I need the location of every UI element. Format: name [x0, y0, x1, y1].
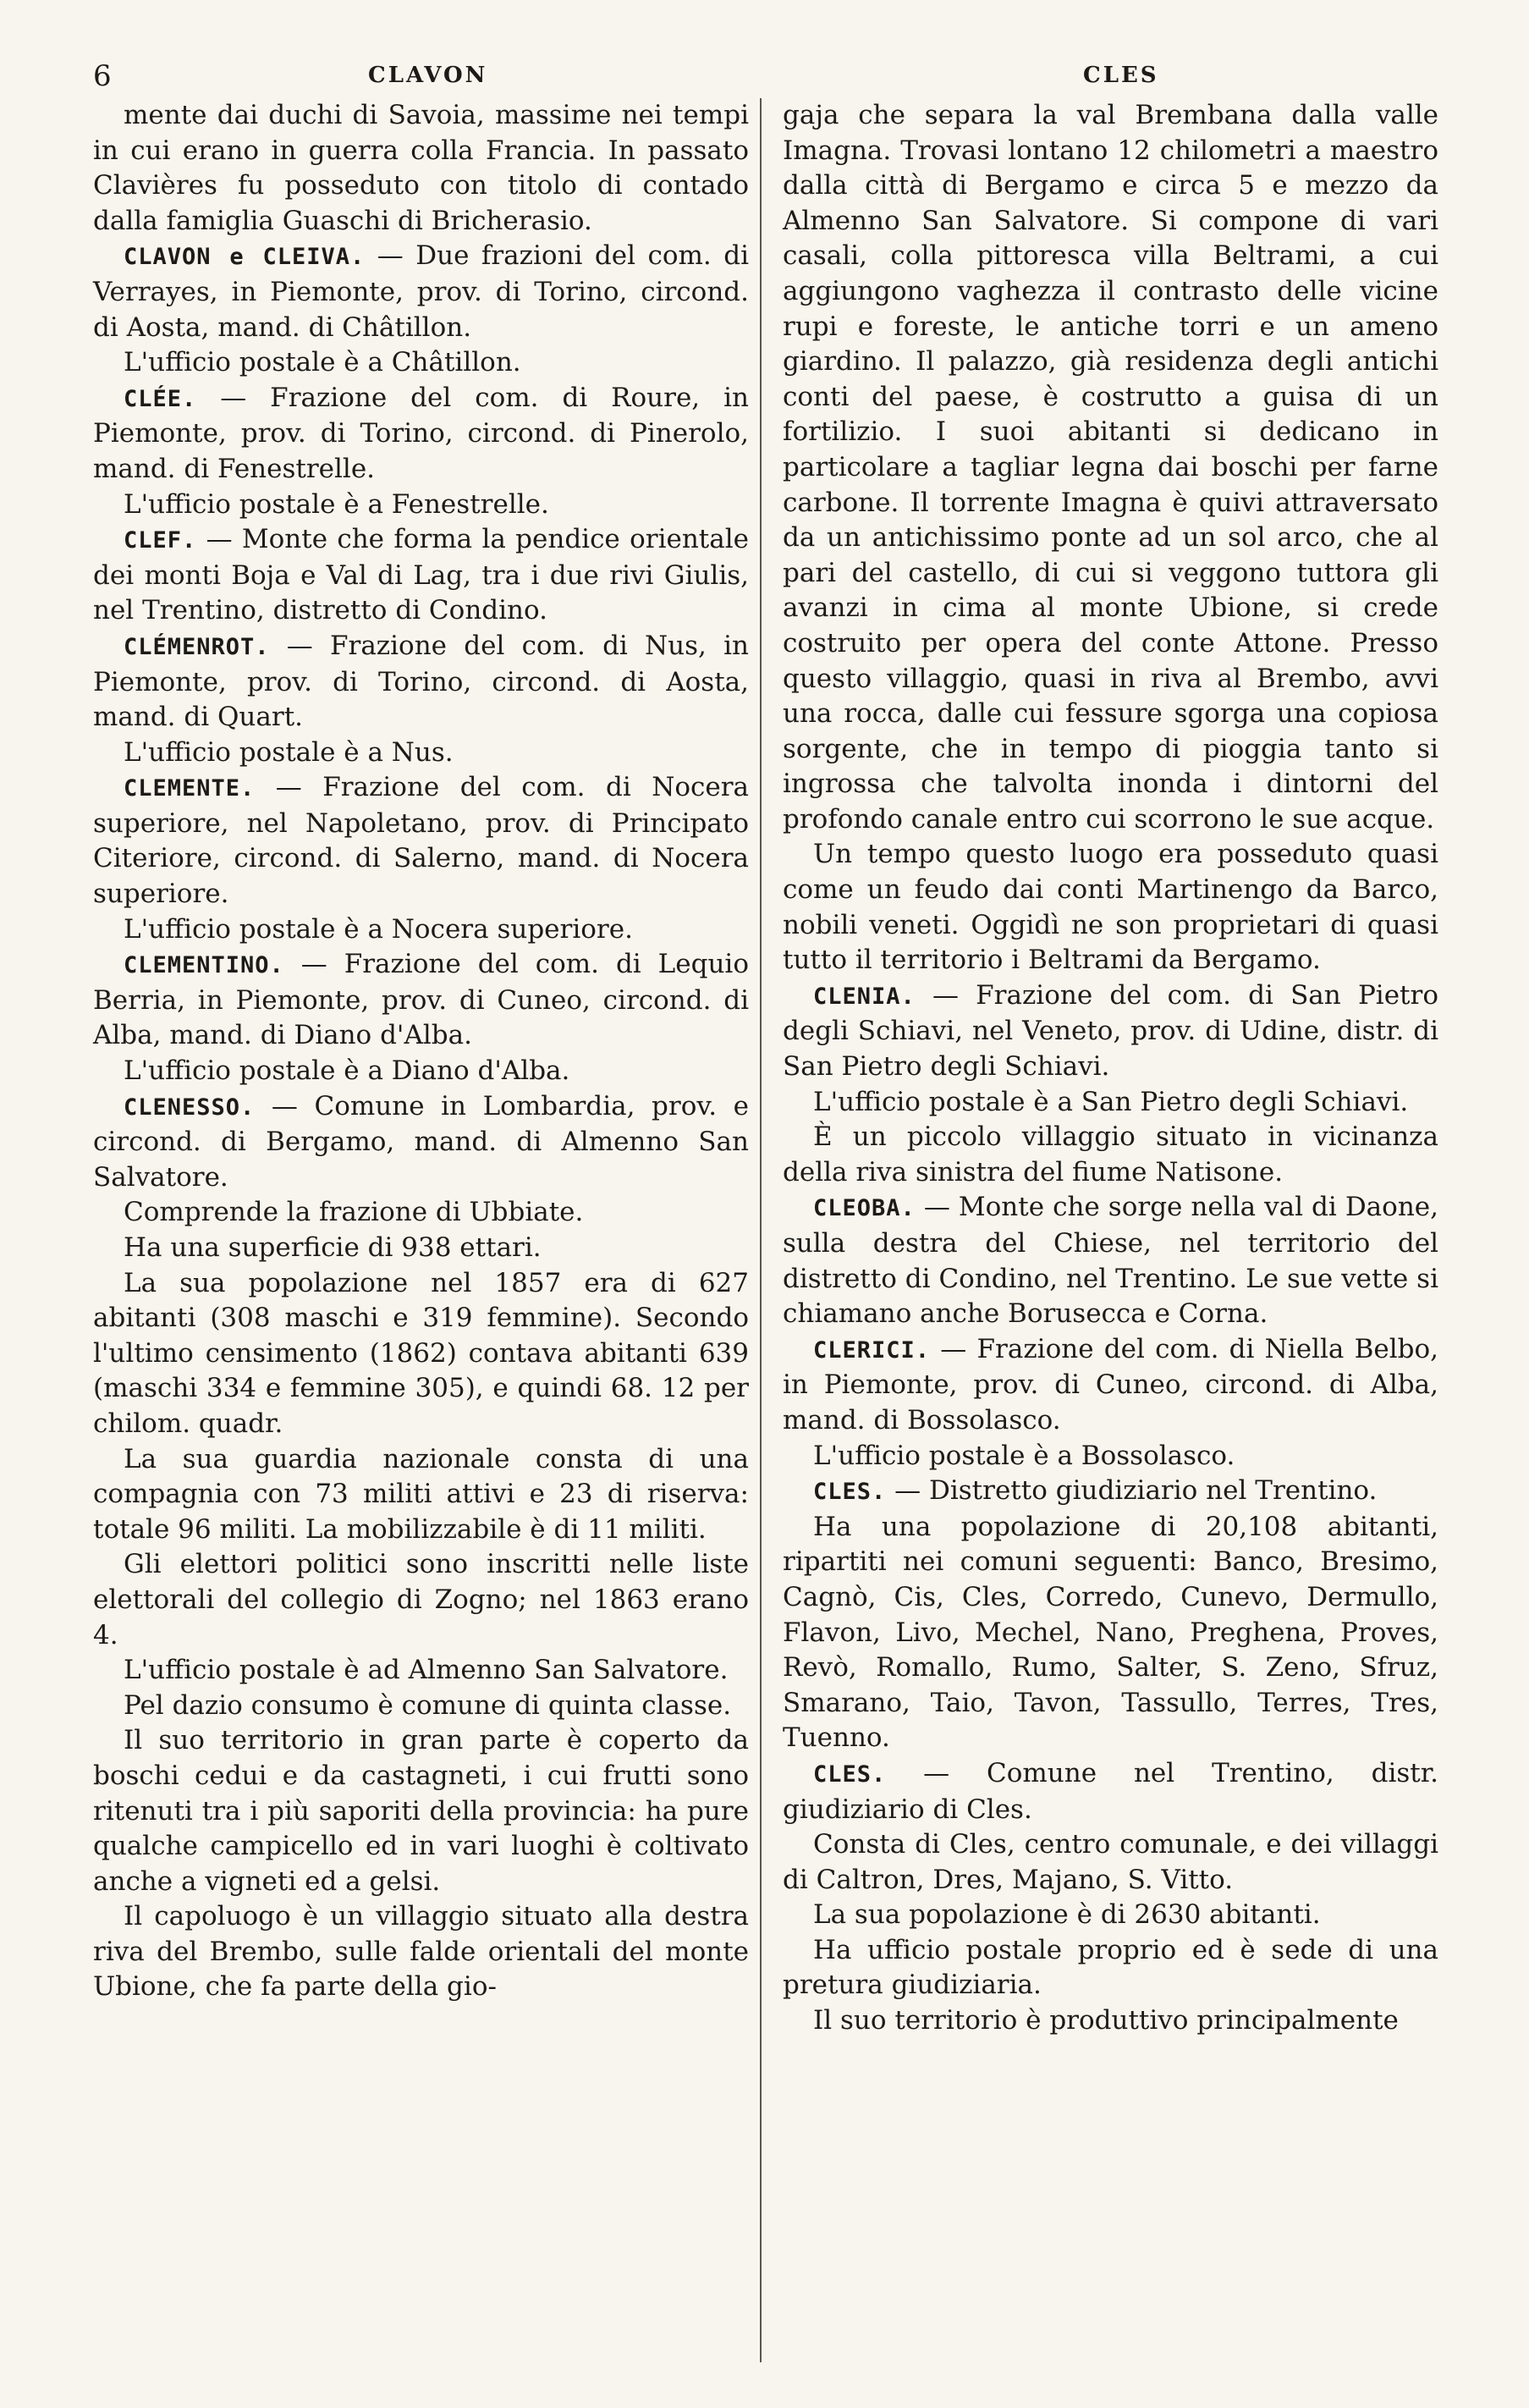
entry-headword: CLES. [813, 1761, 887, 1788]
paragraph: La sua guardia nazionale consta di una compagnia con 73 militi attivi e 23 di riserva: totale 96 militi. La mobilizzabile è di 11 militi. [93, 1443, 757, 1545]
paragraph: L'ufficio postale è a Nocera superiore. [124, 913, 633, 945]
entry-text: — Monte che forma la pendice orientale dei monti Boja e Val di Lag, tra i due rivi Giulis, nel Trentino, distretto di Condino. [93, 524, 757, 626]
entry-headword: CLEF. [124, 527, 197, 554]
paragraph: L'ufficio postale è a San Pietro degli Schiavi. [813, 1086, 1409, 1117]
page-header [93, 59, 1453, 96]
entry-headword: CLENIA. [813, 983, 916, 1010]
dictionary-entry [93, 1089, 757, 1196]
paragraph: L'ufficio postale è a Bossolasco. [813, 1440, 1235, 1471]
paragraph: mente dai duchi di Savoia, massime nei tempi in cui erano in guerra colla Francia. In passato Clavières fu posseduto con titolo di contado dalla famiglia Guaschi di Bricherasio. [93, 100, 757, 236]
dictionary-entry [783, 1190, 1447, 1331]
entry-headword: CLEMENTE. [124, 775, 256, 802]
entry-headword: CLEMENTINO. [124, 952, 284, 979]
entry-text: — Distretto giudiziario nel Trentino. [886, 1475, 1378, 1507]
entry-headword: CLEOBA. [813, 1195, 916, 1222]
paragraph: Il suo territorio è produttivo principalmente [813, 2005, 1399, 2036]
dictionary-entry [783, 978, 1447, 1085]
paragraph: Un tempo questo luogo era posseduto quasi come un feudo dai conti Martinengo da Barco, nobili veneti. Oggidì ne son proprietari di quasi tutto il territorio i Beltrami da Bergamo. [783, 839, 1447, 976]
paragraph: Ha ufficio postale proprio ed è sede di una pretura giudiziaria. [783, 1934, 1447, 2001]
paragraph: Ha una superficie di 938 ettari. [124, 1232, 542, 1263]
entry-text: — Comune nel Trentino, distr. giudiziario di Cles. [783, 1757, 1447, 1825]
entry-text: — Frazione del com. di Niella Belbo, in Piemonte, prov. di Cuneo, circond. di Alba, mand. di Bossolasco. [783, 1333, 1447, 1435]
paragraph: L'ufficio postale è a Châtillon. [124, 347, 521, 378]
left-column [93, 98, 757, 2005]
entry-text: — Due frazioni del com. di Verrayes, in Piemonte, prov. di Torino, circond. di Aosta, mand. di Châtillon. [93, 240, 757, 343]
column-divider [760, 98, 762, 2362]
entry-text: — Comune in Lombardia, prov. e circond. di Bergamo, mand. di Almenno San Salvatore. [93, 1090, 757, 1193]
paragraph: L'ufficio postale è a Nus. [124, 736, 454, 768]
dictionary-entry [93, 522, 757, 629]
dictionary-entry [93, 629, 757, 736]
paragraph: L'ufficio postale è ad Almenno San Salvatore. [124, 1655, 729, 1686]
paragraph: Il capoluogo è un villaggio situato alla destra riva del Brembo, sulle falde orientali del monte Ubione, che fa parte della gio- [93, 1901, 757, 2003]
entry-headword: CLAVON e CLEIVA. [124, 244, 366, 271]
paragraph: Ha una popolazione di 20,108 abitanti, ripartiti nei comuni seguenti: Banco, Bresimo, Cagnò, Cis, Cles, Corredo, Cunevo, Dermullo, Flavon, Livo, Mechel, Nano, Preghena, Proves, Revò, Romallo, Rumo, Salter, S. Zeno, Sfruz, Smarano, Taio, Tavon, Tassullo, Terres, Tres, Tuenno. [783, 1511, 1447, 1754]
entry-text: — Frazione del com. di Roure, in Piemonte, prov. di Torino, circond. di Pinerolo, mand. di Fenestrelle. [93, 382, 757, 484]
paragraph: Il suo territorio in gran parte è coperto da boschi cedui e da castagneti, i cui frutti sono ritenuti tra i più saporiti della provincia: ha pure qualche campicello ed in vari luoghi è coltivato anche a vigneti ed a gelsi. [93, 1725, 757, 1897]
dictionary-entry [93, 770, 757, 912]
entry-headword: CLERICI. [813, 1336, 931, 1364]
entry-text: — Frazione del com. di Nocera superiore, nel Napoletano, prov. di Principato Citeriore, circond. di Salerno, mand. di Nocera superiore. [93, 772, 757, 910]
paragraph: È un piccolo villaggio situato in vicinanza della riva sinistra del fiume Natisone. [783, 1121, 1447, 1187]
paragraph: La sua popolazione nel 1857 era di 627 abitanti (308 maschi e 319 femmine). Secondo l'ultimo censimento (1862) contava abitanti 639 (maschi 334 e femmine 305), e quindi 68. 12 per chilom. quadr. [93, 1267, 757, 1439]
entry-headword: CLES. [813, 1479, 887, 1506]
running-head-right: CLES [1083, 63, 1159, 88]
dictionary-entry [93, 239, 757, 345]
paragraph: Gli elettori politici sono inscritti nelle liste elettorali del collegio di Zogno; nel 1863 erano 4. [93, 1549, 757, 1650]
right-column [783, 98, 1447, 2039]
entry-text: — Frazione del com. di Nus, in Piemonte, prov. di Torino, circond. di Aosta, mand. di Quart. [93, 630, 757, 733]
entry-headword: CLENESSO. [124, 1094, 256, 1121]
paragraph: gaja che separa la val Brembana dalla valle Imagna. Trovasi lontano 12 chilometri a maestro dalla città di Bergamo e circa 5 e mezzo da Almenno San Salvatore. Si compone di vari casali, colla pittoresca villa Beltrami, a cui aggiungono vaghezza il contrasto delle vicine rupi e foreste, le antiche torri e un ameno giardino. Il palazzo, già residenza degli antichi conti del paese, è costrutto a guisa di un fortilizio. I suoi abitanti si dedicano in particolare a tagliar legna dai boschi per farne carbone. Il torrente Imagna è quivi attraversato da un antichissimo ponte ad un sol arco, che al pari del castello, di cui si veggono tuttora gli avanzi in cima al monte Ubione, si crede costruito per opera del conte Attone. Presso questo villaggio, quasi in riva al Brembo, avvi una rocca, dalle cui fessure sgorga una copiosa sorgente, che in tempo di pioggia tanto si ingrossa che talvolta inonda i dintorni del profondo canale entro cui scorrono le sue acque. [783, 100, 1447, 835]
paragraph: Pel dazio consumo è comune di quinta classe. [124, 1689, 732, 1721]
paragraph: Consta di Cles, centro comunale, e dei villaggi di Caltron, Dres, Majano, S. Vitto. [783, 1829, 1447, 1895]
dictionary-entry [783, 1474, 1438, 1510]
paragraph: Comprende la frazione di Ubbiate. [124, 1197, 584, 1228]
dictionary-entry [783, 1332, 1447, 1439]
entry-headword: CLÉMENROT. [124, 633, 270, 660]
entry-text: — Frazione del com. di Lequio Berria, in Piemonte, prov. di Cuneo, circond. di Alba, mand. di Diano d'Alba. [93, 949, 757, 1051]
page-number: 6 [93, 59, 112, 93]
paragraph: L'ufficio postale è a Fenestrelle. [124, 488, 549, 520]
running-head-left: CLAVON [368, 63, 488, 88]
entry-headword: CLÉE. [124, 385, 197, 412]
entry-text: — Monte che sorge nella val di Daone, sulla destra del Chiese, nel territorio del distretto di Condino, nel Trentino. Le sue vette si chiamano anche Borusecca e Corna. [783, 1192, 1447, 1330]
dictionary-entry [93, 381, 757, 488]
paragraph: L'ufficio postale è a Diano d'Alba. [124, 1055, 570, 1087]
paragraph: La sua popolazione è di 2630 abitanti. [813, 1899, 1321, 1931]
dictionary-entry [783, 1756, 1447, 1827]
dictionary-entry [93, 947, 757, 1054]
entry-text: — Frazione del com. di San Pietro degli Schiavi, nel Veneto, prov. di Udine, distr. di San Pietro degli Schiavi. [783, 979, 1447, 1083]
